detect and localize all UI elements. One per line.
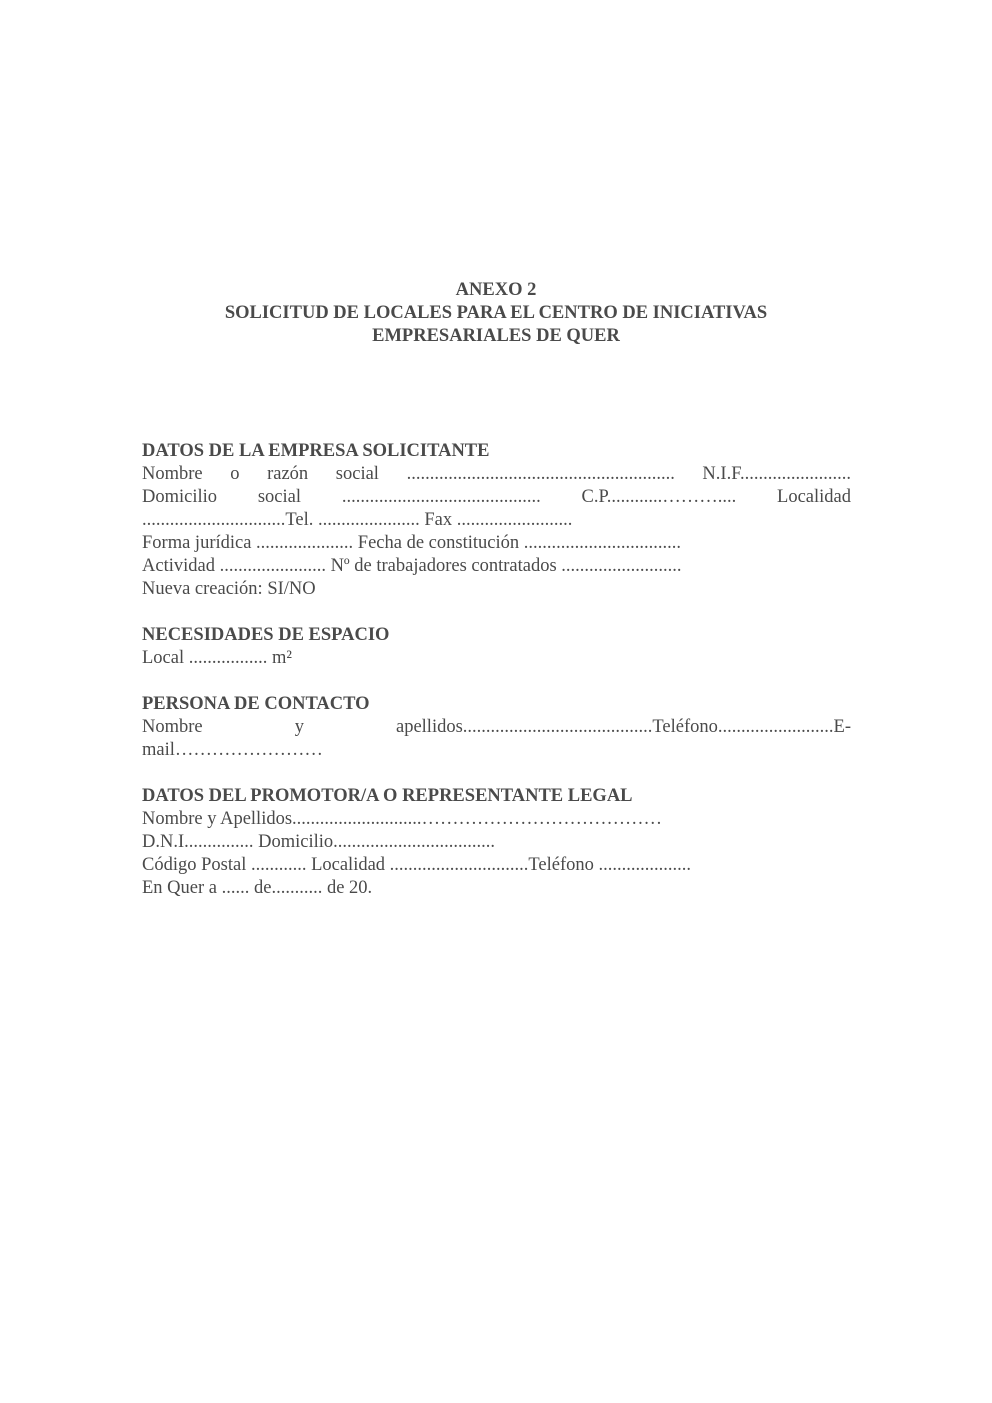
- field-domicilio-dots: ...........................................: [341, 487, 541, 507]
- form-title-line-1: SOLICITUD DE LOCALES PARA EL CENTRO DE INICIATIVAS: [224, 303, 768, 323]
- section-title-empresa: DATOS DE LA EMPRESA SOLICITANTE: [142, 441, 490, 461]
- field-cp: C.P............………....: [581, 487, 737, 507]
- promotor-row-dni: D.N.I............... Domicilio...................................: [142, 832, 496, 852]
- contacto-row-nombre: [142, 716, 851, 739]
- promotor-row-codigo-postal: Código Postal ............ Localidad ..............................Teléfono ....................: [142, 855, 692, 875]
- section-promotor: [142, 785, 851, 900]
- empresa-row-actividad: Actividad ....................... Nº de trabajadores contratados ..........................: [142, 556, 682, 576]
- section-title-espacio: NECESIDADES DE ESPACIO: [142, 625, 390, 645]
- label-o: o: [230, 464, 240, 484]
- empresa-row-nueva-creacion: Nueva creación: SI/NO: [142, 579, 316, 599]
- promotor-row-fecha: En Quer a ...... de........... de 20.: [142, 878, 373, 898]
- label-nombre: Nombre: [142, 464, 203, 484]
- label-social: social: [335, 464, 379, 484]
- label-contacto-y: y: [294, 717, 304, 737]
- empresa-row-nombre: [142, 463, 851, 486]
- section-title-contacto: PERSONA DE CONTACTO: [142, 694, 370, 714]
- field-contacto-apellidos-telefono: apellidos.........................................Teléfono.........................E-: [396, 717, 851, 737]
- espacio-row-local: Local ................. m²: [142, 648, 292, 668]
- empresa-row-domicilio: [142, 486, 851, 509]
- form-body: [142, 440, 851, 923]
- empresa-row-forma-juridica: Forma jurídica ..................... Fecha de constitución ..................................: [142, 533, 681, 553]
- label-domicilio: Domicilio: [142, 487, 218, 507]
- section-title-promotor: DATOS DEL PROMOTOR/A O REPRESENTANTE LEGAL: [142, 786, 633, 806]
- label-localidad: Localidad: [777, 487, 851, 507]
- label-contacto-nombre: Nombre: [142, 717, 203, 737]
- form-title-line-2: EMPRESARIALES DE QUER: [372, 326, 620, 346]
- section-espacio: [142, 624, 851, 670]
- label-razon: razón: [267, 464, 309, 484]
- promotor-row-nombre: Nombre y Apellidos............................…………………………………: [142, 809, 663, 829]
- contacto-row-email: mail……………………: [142, 740, 323, 760]
- section-contacto: [142, 693, 851, 762]
- field-nombre-dots: ..........................................................: [406, 464, 675, 484]
- empresa-row-tel-fax: ...............................Tel. ...................... Fax .........................: [142, 510, 573, 530]
- label-domicilio-social: social: [257, 487, 301, 507]
- field-nif: N.I.F........................: [702, 464, 851, 484]
- section-empresa: [142, 440, 851, 601]
- annex-label: ANEXO 2: [455, 280, 537, 300]
- document-header: [0, 279, 992, 348]
